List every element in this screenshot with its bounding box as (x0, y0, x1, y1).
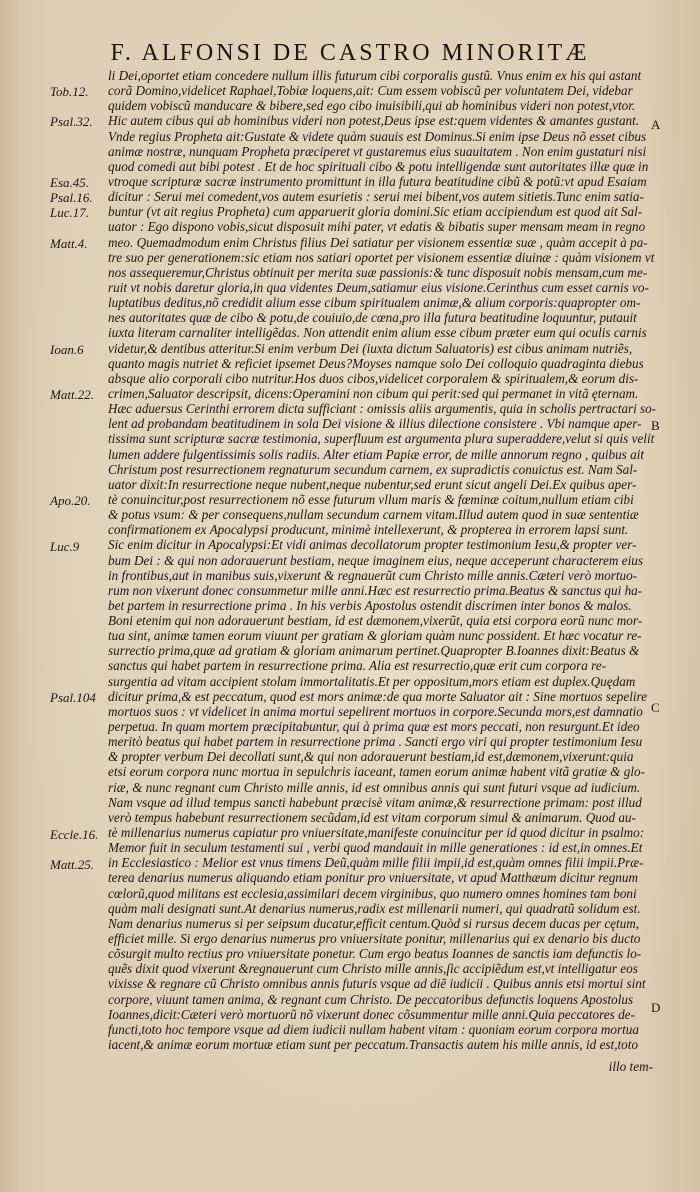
text-line: uator dixit:In resurrectione neque nubent,neque nubentur,sed erunt sicut angeli Dei.Ex quibus aper- (108, 476, 637, 492)
text-line: lent ad probandam beatitudinem in sola Dei visione & illius dilectione consistere . Vbi namque aper- (108, 416, 642, 432)
text-line: mortuos suos : vt videlicet in anima mortui sepelirent mortuos in corpore.Secunda mors,est damnatio (108, 703, 643, 719)
body-text (108, 68, 656, 1052)
margin-reference: Matt.25. (50, 856, 95, 872)
text-line: videtur,& dentibus atteritur.Si enim verbum Dei (iuxta dictum Saluatoris) est cibus animam nutriẽs, (108, 340, 633, 356)
text-line: & potus vsum: & per consequens,nullam secundum carnem vitam.Illud autem quod in suæ sententiæ (108, 507, 639, 523)
text-line: iuxta literam carnaliter intelligẽdas. Non attendit enim alium esse cibum præter eum qui oculis carnis (108, 325, 647, 341)
text-line: meo. Quemadmodum enim Christus filius Dei satiatur per visionem essentiæ suæ , quàm accepit à pa- (108, 234, 648, 250)
margin-reference: Matt.4. (50, 235, 88, 251)
text-line: Hic autem cibus qui ab hominibus videri non potest,Deus ipse est:quem videntes & amantes gustant. (108, 113, 640, 129)
text-line: quẽs dixit quod vixerunt &regnauerunt cum Christo mille annis,ſic accipiẽdum est,vt intelligatur eos (108, 961, 638, 977)
section-letter: B (651, 418, 660, 433)
text-line: Vnde regius Propheta ait:Gustate & videte quàm suauis est Dominus.Si enim ipse Deus nõ esset cibus (108, 128, 647, 144)
text-line: rum non vixerunt donec consummetur mille anni.Hæc est resurrectio prima.Beatus & sanctus qui ha- (108, 582, 643, 598)
text-line: Ioannes,dicit:Cæteri verò mortuorũ nõ vixerunt donec cõsummentur mille anni.Quia peccatores de- (108, 1006, 635, 1022)
text-line: Christum post resurrectionem regnaturum secundum carnem, ex supradictis conuictus est. Nam Sal- (108, 461, 638, 477)
text-line: in Ecclesiastico : Melior est vnus timens Deũ,quàm mille filii impii,id est,quàm omnes filii impii.Præ- (108, 855, 644, 871)
text-line: lumen addere fulgentissimis solis radiis. Alter etiam Papiæ error, de mille annorum regno , quibus ait (108, 446, 645, 462)
text-line: corã Domino,videlicet Raphael,Tobiæ loquens,ait: Cum essem vobiscũ per voluntatem Dei, videbar (108, 83, 633, 99)
section-letter: D (651, 1000, 661, 1015)
text-line: buntur (vt ait regius Propheta) cum apparuerit gloria domini.Sic etiam accipiendum est quod ait Sal- (108, 204, 643, 220)
margin-reference: Luc.17. (50, 205, 89, 221)
running-header: F. ALFONSI DE CASTRO MINORITÆ (110, 40, 590, 66)
text-line: vtroque scripturæ sacræ instrumento promittunt in illa futura beatitudine cibũ & potũ:vt apud Esaiam (108, 173, 647, 189)
margin-reference: Luc.9 (50, 538, 80, 554)
text-line: meritò beatus qui habet partem in resurrectione prima . Sancti ergo viri qui propter testimonium Iesu (108, 734, 643, 750)
text-line: Nam denarius numerus si per seipsum ducatur,efficit centum.Quòd si rursus decem ducas per cętum, (108, 915, 640, 931)
margin-reference: Psal.104 (50, 690, 96, 706)
text-line: verò tempus habebunt resurrectionem secũdam,id est vitam corporum simul & animarum. Quod au- (108, 809, 636, 825)
text-line: Hæc aduersus Cerinthi errorem dicta sufficiant : omissis aliis argumentis, quia in scholis pertractari so- (108, 401, 656, 417)
text-line: sanctus qui habet partem in resurrectione prima. Alia est resurrectio,quæ erit cum corpora re- (108, 658, 607, 674)
text-line: absque alio corporali cibo nutritur.Hos duos cibos,videlicet corporalem & spiritualem,& eorum dis- (108, 370, 639, 386)
text-line: quanto magis nutriet & reficiet ipsemet Deus?Moyses namque solo Dei colloquio quadraginta diebus (108, 355, 644, 371)
text-line: Boni etenim qui non adorauerunt bestiam, id est dæmonem,vixerũt, quia etsi corpora eorũ nunc mor- (108, 613, 643, 629)
text-line: bet partem in resurrectione prima . In his verbis Apostolus ostendit discrimen inter bonos & malos. (108, 597, 632, 613)
text-line: surrectio prima,quæ ad gratiam & gloriam animarum pertinet.Quapropter B.Ioannes dixit:Beatus & (108, 643, 640, 659)
text-line: vixisse & regnare cũ Christo omnibus annis futuris vsque ad diẽ iudicii . Quibus annis etsi mortui sint (108, 976, 646, 992)
text-line: functi,toto hoc tempore vsque ad diem iudicii nullam habent vitam : quoniam eorum corpora mortua (108, 1021, 639, 1037)
text-line: quod comedi aut bibi potest . Et de hoc spirituali cibo & potu intelligendæ sunt autoritates illæ quæ in (108, 158, 649, 174)
text-line: confirmationem ex Apocalypsi producunt, minimè intellexerunt, & propterea in errorem lapsi sunt. (108, 522, 629, 538)
section-letter: C (651, 700, 660, 715)
text-line: tre suo per generationem:sic etiam nos satiari oportet per visionem essentiæ diuinæ : quàm visionem vt (108, 249, 655, 265)
text-line: animæ nostræ, nunquam Propheta præciperet vt gustaremus eius suauitatem . Non enim gustaturi nisi (108, 143, 647, 159)
catchword: illo tem- (608, 1059, 653, 1074)
margin-reference: Eccle.16. (50, 826, 99, 842)
text-line: perpetua. In quam mortem præcipitabuntur, qui à prima quæ est mors peccati, non resurgunt.Et ideo (108, 719, 640, 735)
text-line: terea denarius numerus aliquando etiam ponitur pro vniuersitate, vt apud Matthæum dicitur regnum (108, 870, 639, 886)
text-line: uator : Ego dispono vobis,sicut disposuit mihi pater, vt edatis & bibatis super mensam meam in regno (108, 219, 646, 235)
text-line: iacent,& animæ eorum mortuæ etiam sunt per peccatum.Transactis autem his mille annis, id est,toto (108, 1037, 639, 1052)
text-line: Sic enim dicitur in Apocalypsi:Et vidi animas decollatorum propter testimonium Iesu,& propter ver- (108, 537, 637, 553)
text-line: crimen,Saluator descripsit, dicens:Operamini non cibum qui perit:sed qui permanet in vitã ęternam. (108, 385, 639, 401)
margin-reference: Apo.20. (50, 493, 91, 509)
text-line: quàm mali designati sunt.At denarius numerus,radix est millenarii numeri, qui quadratũ solidum est. (108, 900, 641, 916)
text-line: ruit vt nobis daretur gloria,in qua videntes Deum,satiamur eius visione.Cerinthus cum esset carnis vo- (108, 279, 649, 295)
margin-reference: Esa.45. (50, 175, 89, 191)
text-line: & propter verbum Dei decollati sunt,& qui non adorauerunt bestiam,id est,dæmonem,vixerunt:quia (108, 749, 634, 765)
text-line: corpore, viuunt tamen anima, & regnant cum Christo. De peccatoribus defunctis loquens Apostolus (108, 991, 634, 1007)
text-line: quidem vobiscũ manducare & bibere,sed ego cibo inuisibili,qui ab hominibus videri non potest,vtor. (108, 98, 636, 114)
text-line: tè conuincitur,post resurrectionem nõ esse futurum vllum maris & fœminæ coitum,nullum etiam cibi (108, 491, 634, 507)
text-line: luptatibus deditus,nõ credidit alium esse cibum spiritualem animæ,& alium corporis:quapropter om- (108, 295, 641, 311)
margin-reference: Psal.16. (50, 190, 93, 206)
margin-reference: Psal.32. (50, 114, 93, 130)
text-line: etsi eorum corpora nunc mortua in sepulchris iaceant, tamen eorum animæ habent vitã gratiæ & glo- (108, 764, 645, 780)
text-line: in frontibus,aut in manibus suis,vixerunt & regnauerũt cum Christo mille annis.Cæteri verò mortuo- (108, 567, 638, 583)
text-line: dicitur : Serui mei comedent,vos autem esurietis : serui mei bibent,vos autem sitietis.Tunc enim satia- (108, 189, 644, 205)
text-line: Memor fuit in seculum testamenti sui , verbi quod mandauit in mille generationes : id est,in omnes.Et (108, 840, 643, 856)
text-line: nes autoritates quæ de cibo & potu,de couiuio,de cœna,pro illa futura beatitudine loquuntur, putauit (108, 310, 637, 326)
margin-reference: Tob.12. (50, 84, 89, 100)
text-line: tua sint, animæ tamen eorum viuunt per gratiam & gloriam quàm nunc possident. Et hæc vocatur re- (108, 628, 642, 644)
text-line: li Dei,oportet etiam concedere nullum illis futurum cibi corporalis gustũ. Vnus enim ex his qui astant (108, 68, 642, 83)
text-line: cõsurgit multo rectius pro vniuersitate ponetur. Cum ergo beatus Ioannes de sanctis iam defunctis lo- (108, 946, 642, 962)
section-letter: A (651, 117, 661, 132)
text-line: riæ, & nunc regnant cum Christo mille annis, id est omnibus annis qui sunt futuri vsque ad iudicium. (108, 779, 641, 795)
text-line: Nam vsque ad illud tempus sancti habebunt præcisè vitam animæ,& resurrectione primam: post illud (108, 794, 642, 810)
text-line: tissima sunt scripturæ sacræ testimonia, superfluum est argumenta plura superaddere,velut si quis velit (108, 431, 655, 447)
text-line: nos assequeremur,Christus obtinuit per merita suæ passionis:& tunc disposuit nobis mensam,cum me- (108, 264, 648, 280)
text-line: efficiet mille. Si ergo denarius numerus pro vniuersitate ponitur, millenarius qui ex denario bis ducto (108, 931, 641, 947)
text-line: dicitur prima,& est peccatum, quod est mors animæ:de qua morte Saluator ait : Sine mortuos sepelire (108, 688, 648, 704)
text-line: cœlorũ,quod militans est ecclesia,assimilari decem virginibus, quo numero omnes homines tam boni (108, 885, 637, 901)
text-line: tè millenarius numerus capiatur pro vniuersitate,manifeste conuincitur per id quod dicitur in psalmo: (108, 825, 645, 841)
text-line: surgentia ad vitam accipient stolam immortalitatis.Et per oppositum,mors etiam est duplex.Quędam (108, 673, 636, 689)
margin-reference: Ioan.6 (50, 341, 84, 357)
margin-reference: Matt.22. (50, 387, 95, 403)
text-line: bum Dei : & qui non adorauerunt bestiam, neque imaginem eius, neque acceperunt characterem eius (108, 552, 643, 568)
